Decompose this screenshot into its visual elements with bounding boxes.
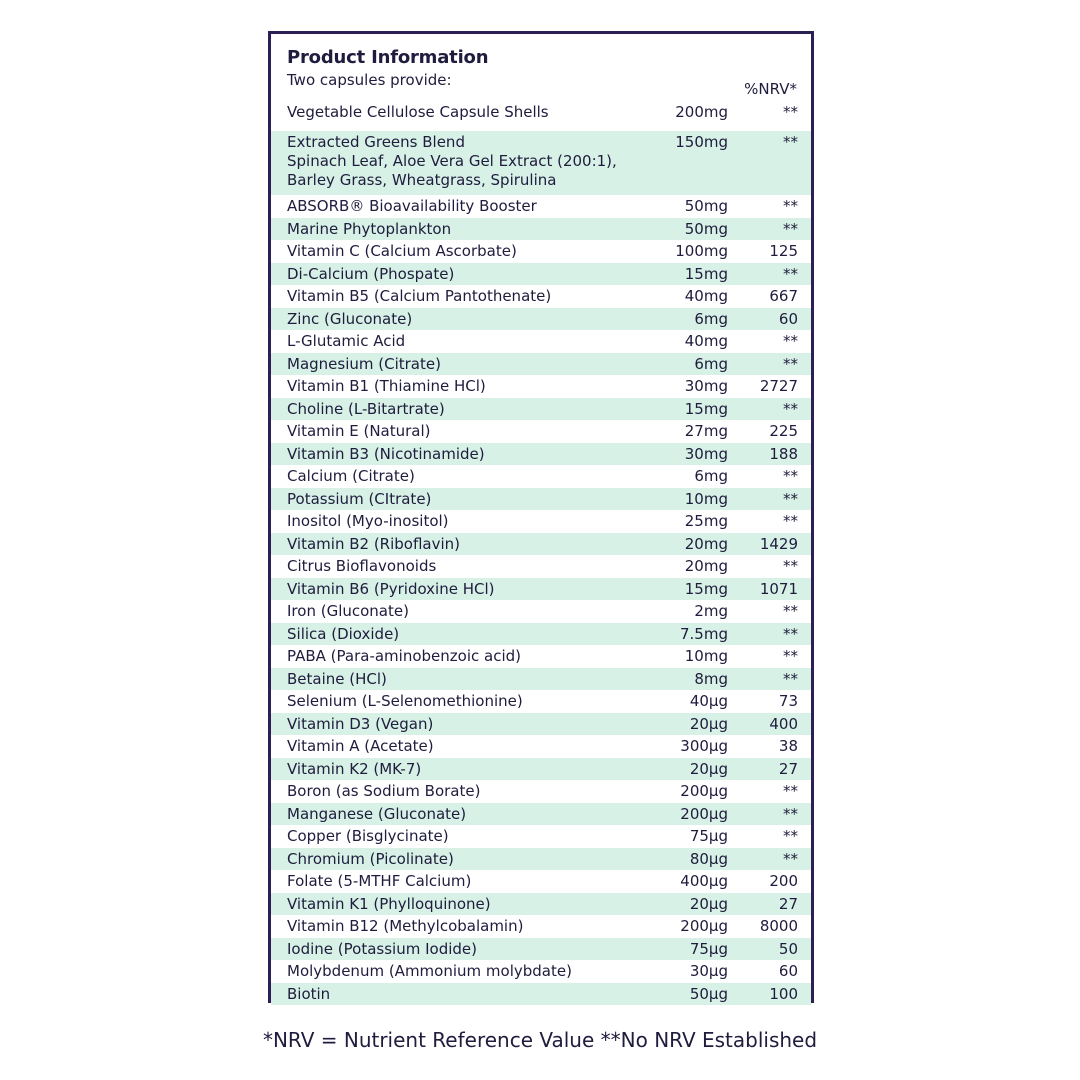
table-row bbox=[271, 915, 811, 938]
ingredient-name: Silica (Dioxide) bbox=[287, 624, 400, 643]
ingredient-nrv: ** bbox=[783, 804, 798, 823]
ingredient-name: Vitamin D3 (Vegan) bbox=[287, 714, 434, 733]
ingredient-nrv: ** bbox=[783, 399, 798, 418]
ingredient-name: Extracted Greens Blend bbox=[287, 133, 465, 151]
ingredient-amount: 27mg bbox=[684, 422, 728, 440]
table-row bbox=[271, 420, 811, 443]
ingredient-name: Vitamin B5 (Calcium Pantothenate) bbox=[287, 287, 552, 305]
ingredient-name: Copper (Bisglycinate) bbox=[287, 827, 449, 845]
table-row bbox=[271, 240, 811, 263]
ingredient-name: Selenium (L-Selenomethionine) bbox=[287, 692, 523, 710]
ingredient-amount: 8mg bbox=[694, 669, 728, 688]
panel-title: Product Information bbox=[287, 47, 489, 68]
ingredient-nrv: ** bbox=[783, 197, 798, 215]
table-row bbox=[271, 848, 811, 871]
ingredient-nrv: 60 bbox=[778, 309, 798, 328]
ingredient-name: Molybdenum (Ammonium molybdate) bbox=[287, 962, 572, 980]
table-row bbox=[271, 465, 811, 488]
ingredient-amount: 2mg bbox=[694, 602, 728, 620]
ingredient-name: Marine Phytoplankton bbox=[287, 219, 452, 238]
table-row bbox=[271, 375, 811, 398]
ingredient-name: Vitamin E (Natural) bbox=[287, 422, 431, 440]
ingredient-amount: 200µg bbox=[680, 782, 728, 800]
ingredient-nrv: 50 bbox=[778, 939, 798, 958]
ingredient-table bbox=[271, 101, 811, 1005]
ingredient-amount: 50µg bbox=[689, 984, 728, 1003]
table-row bbox=[271, 893, 811, 916]
ingredient-nrv: 1071 bbox=[759, 579, 798, 598]
table-row bbox=[271, 780, 811, 803]
ingredient-name: Vitamin A (Acetate) bbox=[287, 737, 434, 755]
table-row bbox=[271, 735, 811, 758]
ingredient-name: Iodine (Potassium Iodide) bbox=[287, 939, 477, 958]
ingredient-nrv: 125 bbox=[769, 242, 798, 260]
ingredient-nrv: ** bbox=[783, 264, 798, 283]
table-row bbox=[271, 803, 811, 826]
ingredient-name: Boron (as Sodium Borate) bbox=[287, 782, 481, 800]
panel-subtitle: Two capsules provide: bbox=[287, 71, 452, 89]
table-row bbox=[271, 645, 811, 668]
ingredient-name: Biotin bbox=[287, 984, 331, 1003]
ingredient-nrv: 400 bbox=[769, 714, 798, 733]
ingredient-name: Magnesium (Citrate) bbox=[287, 354, 441, 373]
ingredient-nrv: ** bbox=[783, 219, 798, 238]
table-row bbox=[271, 690, 811, 713]
ingredient-detail bbox=[287, 152, 617, 190]
ingredient-amount: 200µg bbox=[680, 917, 728, 935]
table-row bbox=[271, 623, 811, 646]
ingredient-name: Vitamin B2 (Riboflavin) bbox=[287, 534, 461, 553]
ingredient-nrv: ** bbox=[783, 624, 798, 643]
table-row bbox=[271, 758, 811, 781]
ingredient-amount: 40µg bbox=[689, 692, 728, 710]
ingredient-name: Vitamin C (Calcium Ascorbate) bbox=[287, 242, 517, 260]
ingredient-amount: 6mg bbox=[694, 467, 728, 485]
table-row bbox=[271, 263, 811, 286]
ingredient-amount: 300µg bbox=[680, 737, 728, 755]
ingredient-amount: 20mg bbox=[684, 557, 728, 575]
ingredient-amount: 40mg bbox=[684, 287, 728, 305]
table-row bbox=[271, 330, 811, 353]
table-row bbox=[271, 713, 811, 736]
ingredient-amount: 30mg bbox=[684, 377, 728, 395]
ingredient-amount: 75µg bbox=[689, 827, 728, 845]
ingredient-name: Vitamin K2 (MK-7) bbox=[287, 759, 422, 778]
ingredient-amount: 15mg bbox=[684, 264, 728, 283]
ingredient-nrv: 38 bbox=[778, 737, 798, 755]
ingredient-amount: 100mg bbox=[675, 242, 728, 260]
table-row bbox=[271, 398, 811, 421]
ingredient-nrv: ** bbox=[783, 782, 798, 800]
ingredient-detail-line: Spinach Leaf, Aloe Vera Gel Extract (200:1), bbox=[287, 152, 617, 170]
product-information-panel bbox=[268, 31, 814, 1003]
ingredient-amount: 6mg bbox=[694, 354, 728, 373]
table-row bbox=[271, 218, 811, 241]
ingredient-nrv: 100 bbox=[769, 984, 798, 1003]
ingredient-nrv: 225 bbox=[769, 422, 798, 440]
ingredient-name: Choline (L-Bitartrate) bbox=[287, 399, 445, 418]
ingredient-name: Potassium (CItrate) bbox=[287, 489, 432, 508]
ingredient-amount: 20µg bbox=[689, 894, 728, 913]
ingredient-name: Folate (5-MTHF Calcium) bbox=[287, 872, 472, 890]
ingredient-amount: 20mg bbox=[684, 534, 728, 553]
ingredient-nrv: 200 bbox=[769, 872, 798, 890]
ingredient-nrv: 73 bbox=[778, 692, 798, 710]
ingredient-name: PABA (Para-aminobenzoic acid) bbox=[287, 647, 521, 665]
ingredient-nrv: ** bbox=[783, 103, 798, 121]
ingredient-name: Vitamin B1 (Thiamine HCl) bbox=[287, 377, 486, 395]
ingredient-amount: 200µg bbox=[680, 804, 728, 823]
ingredient-amount: 200mg bbox=[675, 103, 728, 121]
ingredient-name: Calcium (Citrate) bbox=[287, 467, 415, 485]
ingredient-name: Vegetable Cellulose Capsule Shells bbox=[287, 103, 549, 121]
ingredient-name: Inositol (Myo-inositol) bbox=[287, 512, 449, 530]
table-row bbox=[271, 131, 811, 195]
ingredient-amount: 10mg bbox=[684, 489, 728, 508]
ingredient-nrv: ** bbox=[783, 669, 798, 688]
ingredient-name: Citrus Bioflavonoids bbox=[287, 557, 437, 575]
table-row bbox=[271, 600, 811, 623]
ingredient-amount: 10mg bbox=[684, 647, 728, 665]
ingredient-nrv: ** bbox=[783, 849, 798, 868]
table-row bbox=[271, 285, 811, 308]
ingredient-nrv: 1429 bbox=[759, 534, 798, 553]
ingredient-nrv: ** bbox=[783, 827, 798, 845]
table-row bbox=[271, 443, 811, 466]
ingredient-amount: 15mg bbox=[684, 399, 728, 418]
ingredient-name: Vitamin B3 (Nicotinamide) bbox=[287, 444, 485, 463]
table-row bbox=[271, 353, 811, 376]
ingredient-nrv: ** bbox=[783, 602, 798, 620]
ingredient-name: Manganese (Gluconate) bbox=[287, 804, 467, 823]
ingredient-nrv: ** bbox=[783, 512, 798, 530]
ingredient-name: Vitamin B12 (Methylcobalamin) bbox=[287, 917, 524, 935]
table-row bbox=[271, 578, 811, 601]
table-row bbox=[271, 533, 811, 556]
table-row bbox=[271, 308, 811, 331]
table-row bbox=[271, 510, 811, 533]
ingredient-amount: 25mg bbox=[684, 512, 728, 530]
table-row bbox=[271, 488, 811, 511]
ingredient-amount: 20µg bbox=[689, 714, 728, 733]
table-row bbox=[271, 983, 811, 1006]
ingredient-nrv: 2727 bbox=[759, 377, 798, 395]
ingredient-nrv: ** bbox=[783, 467, 798, 485]
ingredient-nrv: ** bbox=[783, 332, 798, 350]
ingredient-amount: 6mg bbox=[694, 309, 728, 328]
ingredient-name: ABSORB® Bioavailability Booster bbox=[287, 197, 537, 215]
ingredient-nrv: 188 bbox=[769, 444, 798, 463]
ingredient-nrv: ** bbox=[783, 133, 798, 151]
ingredient-name: Vitamin K1 (Phylloquinone) bbox=[287, 894, 491, 913]
ingredient-amount: 20µg bbox=[689, 759, 728, 778]
ingredient-name: Di-Calcium (Phospate) bbox=[287, 264, 455, 283]
table-row bbox=[271, 668, 811, 691]
ingredient-nrv: ** bbox=[783, 489, 798, 508]
table-row bbox=[271, 101, 811, 131]
ingredient-name: Betaine (HCl) bbox=[287, 669, 387, 688]
ingredient-amount: 50mg bbox=[684, 219, 728, 238]
ingredient-nrv: ** bbox=[783, 647, 798, 665]
ingredient-amount: 40mg bbox=[684, 332, 728, 350]
ingredient-amount: 75µg bbox=[689, 939, 728, 958]
table-row bbox=[271, 938, 811, 961]
ingredient-amount: 150mg bbox=[675, 133, 728, 151]
ingredient-name: L-Glutamic Acid bbox=[287, 332, 406, 350]
ingredient-name: Iron (Gluconate) bbox=[287, 602, 409, 620]
ingredient-amount: 7.5mg bbox=[680, 624, 728, 643]
ingredient-name: Zinc (Gluconate) bbox=[287, 309, 413, 328]
table-row bbox=[271, 960, 811, 983]
ingredient-nrv: 60 bbox=[778, 962, 798, 980]
ingredient-amount: 30µg bbox=[689, 962, 728, 980]
ingredient-nrv: ** bbox=[783, 557, 798, 575]
ingredient-amount: 400µg bbox=[680, 872, 728, 890]
ingredient-nrv: 27 bbox=[778, 759, 798, 778]
ingredient-amount: 50mg bbox=[684, 197, 728, 215]
nrv-column-header: %NRV* bbox=[744, 80, 797, 98]
ingredient-detail-line: Barley Grass, Wheatgrass, Spirulina bbox=[287, 171, 557, 189]
table-row bbox=[271, 195, 811, 218]
ingredient-amount: 15mg bbox=[684, 579, 728, 598]
ingredient-nrv: 8000 bbox=[759, 917, 798, 935]
table-row bbox=[271, 870, 811, 893]
footnote: *NRV = Nutrient Reference Value **No NRV Established bbox=[262, 1028, 818, 1052]
ingredient-nrv: 667 bbox=[769, 287, 798, 305]
ingredient-nrv: ** bbox=[783, 354, 798, 373]
ingredient-amount: 30mg bbox=[684, 444, 728, 463]
ingredient-nrv: 27 bbox=[778, 894, 798, 913]
table-row bbox=[271, 825, 811, 848]
ingredient-name: Vitamin B6 (Pyridoxine HCl) bbox=[287, 579, 495, 598]
ingredient-name: Chromium (Picolinate) bbox=[287, 849, 454, 868]
ingredient-amount: 80µg bbox=[689, 849, 728, 868]
table-row bbox=[271, 555, 811, 578]
